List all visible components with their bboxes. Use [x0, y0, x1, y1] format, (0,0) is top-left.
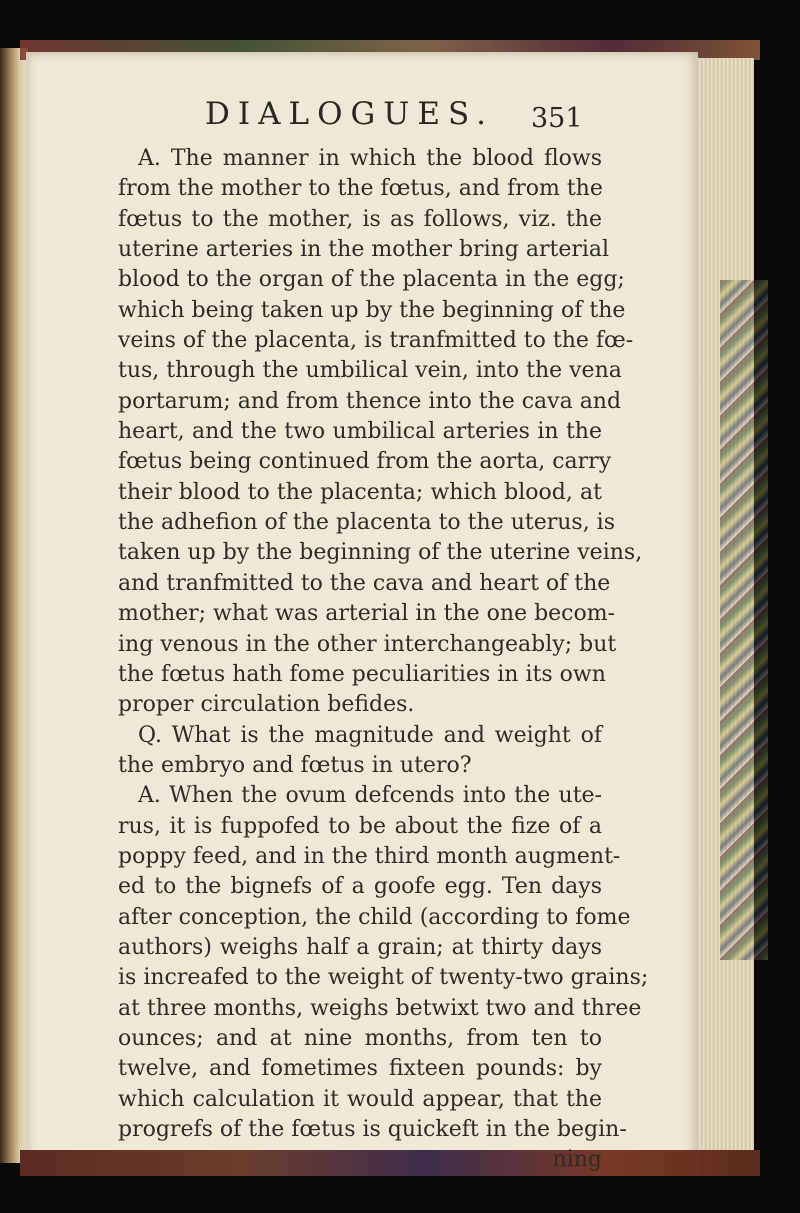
body-text [118, 144, 649, 1176]
text-line: ing venous in the other interchangeably; but [118, 631, 617, 657]
text-line: A. The manner in which the blood flows [138, 146, 602, 171]
text-line: poppy feed, and in the third month augment- [118, 843, 621, 869]
text-line: blood to the organ of the placenta in the egg; [118, 267, 625, 293]
running-header: DIALOGUES. [205, 96, 494, 132]
text-line: from the mother to the fœtus, and from the [118, 176, 603, 202]
catchword: ning [552, 1147, 602, 1173]
text-line: taken up by the beginning of the uterine veins, [118, 540, 643, 566]
text-line: heart, and the two umbilical arteries in the [118, 419, 602, 445]
text-line: at three months, weighs betwixt two and three [118, 995, 642, 1021]
text-line: uterine arteries in the mother bring arterial [118, 237, 610, 263]
text-line: and tranfmitted to the cava and heart of the [118, 570, 611, 596]
text-line: authors) weighs half a grain; at thirty days [118, 934, 602, 960]
page-number: 351 [531, 103, 583, 134]
text-line: the embryo and fœtus in utero? [118, 752, 472, 778]
text-line: A. When the ovum defcends into the ute- [138, 783, 602, 809]
text-line: fœtus to the mother, is as follows, viz. the [118, 206, 602, 232]
text-line: portarum; and from thence into the cava and [118, 388, 622, 414]
text-line: proper circulation befides. [118, 692, 415, 718]
text-line: the fœtus hath fome peculiarities in its own [118, 661, 606, 687]
text-line: mother; what was arterial in the one becom- [118, 601, 616, 627]
text-line: which calculation it would appear, that the [118, 1086, 602, 1112]
text-line: the adhefion of the placenta to the uterus, is [118, 510, 616, 536]
text-line: Q. What is the magnitude and weight of [138, 722, 602, 748]
text-line: progrefs of the fœtus is quickeft in the begin- [118, 1117, 627, 1142]
text-line: fœtus being continued from the aorta, carry [118, 449, 612, 475]
text-line: which being taken up by the beginning of the [118, 297, 626, 323]
text-line: ed to the bignefs of a goofe egg. Ten days [118, 874, 602, 900]
text-line: veins of the placenta, is tranfmitted to the fœ- [118, 328, 634, 354]
book-cover-left-edge [0, 48, 28, 1163]
text-line: after conception, the child (according to fome [118, 904, 631, 930]
text-line: their blood to the placenta; which blood, at [118, 479, 602, 505]
text-line: tus, through the umbilical vein, into the vena [118, 358, 622, 384]
text-line: twelve, and fometimes fixteen pounds: by [118, 1056, 602, 1082]
text-line: rus, it is fuppofed to be about the fize of a [118, 813, 602, 839]
text-line: ounces; and at nine months, from ten to [118, 1025, 602, 1051]
marbled-endpaper [720, 280, 768, 960]
text-line: is increafed to the weight of twenty-two grains; [118, 965, 649, 991]
